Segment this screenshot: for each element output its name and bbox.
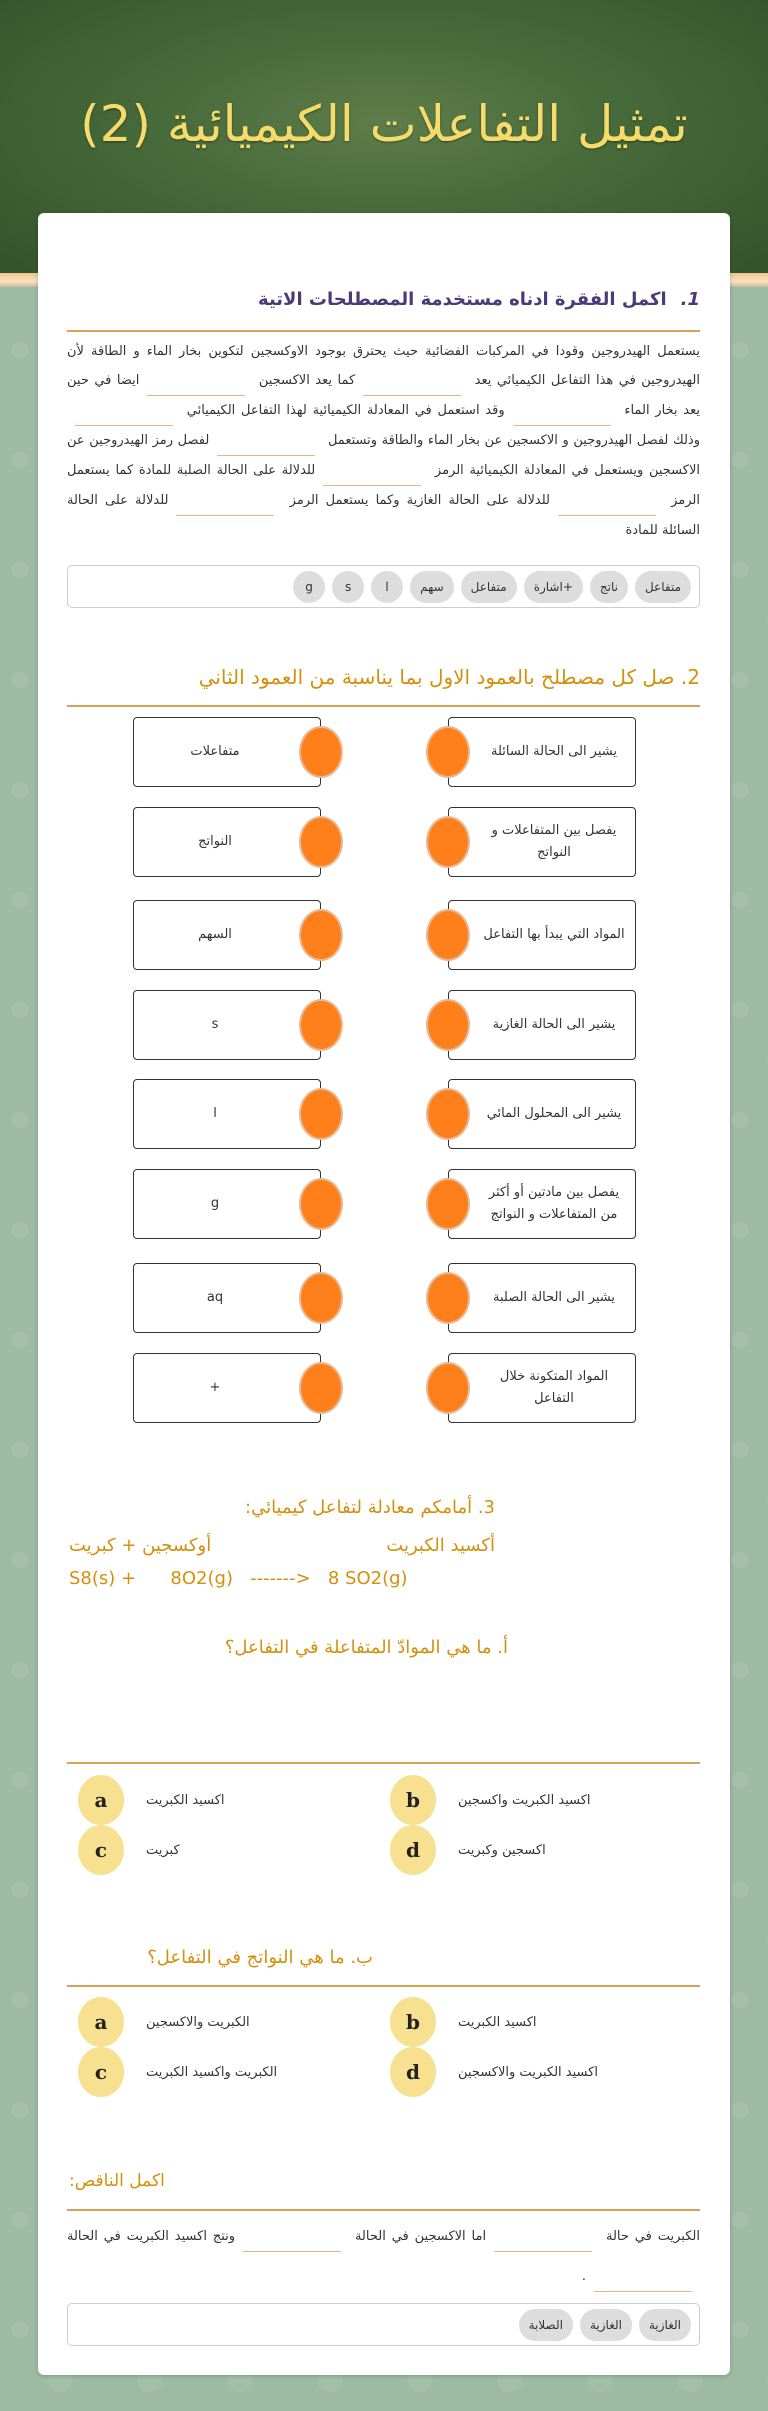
paragraph-text: الكبريت في حالة [605, 2229, 700, 2244]
paragraph-text: . [581, 2269, 586, 2284]
match-left-item[interactable]: + [133, 1353, 321, 1423]
connector-dot[interactable] [426, 816, 470, 868]
connector-dot[interactable] [426, 1178, 470, 1230]
match-left-item[interactable]: aq [133, 1263, 321, 1333]
chemical-equation: S8(s) + 8O2(g) -------> 8 SO2(g) [69, 1568, 408, 1589]
blank-drop-zone[interactable] [147, 378, 245, 396]
q4-heading: اكمل الناقص: [69, 2171, 165, 2191]
option-letter-badge: c [78, 2047, 124, 2097]
blank-drop-zone[interactable] [494, 2234, 592, 2252]
answer-option[interactable] [78, 2049, 277, 2095]
match-left-item[interactable]: s [133, 990, 321, 1060]
blank-drop-zone[interactable] [75, 408, 173, 426]
paragraph-text: للدلالة على الحالة السائلة للمادة [67, 493, 700, 538]
paragraph-text: للدلالة على الحالة الغازية وكما يستعمل الرمز [289, 493, 550, 508]
option-text: اكسجين وكبريت [458, 1842, 546, 1858]
match-right-item[interactable]: المواد المتكونة خلال التفاعل [448, 1353, 636, 1423]
q2-heading: 2. صل كل مصطلح بالعمود الاول بما يناسبة من العمود الثاني [198, 665, 700, 689]
option-text: اكسيد الكبريت [146, 1792, 225, 1808]
connector-dot[interactable] [299, 1362, 343, 1414]
match-right-item[interactable]: يشير الى المحلول المائي [448, 1079, 636, 1149]
answer-option[interactable] [78, 1999, 250, 2045]
blank-drop-zone[interactable] [176, 498, 274, 516]
answer-option[interactable] [390, 2049, 598, 2095]
blank-drop-zone[interactable] [558, 498, 656, 516]
match-right-item[interactable]: يفصل بين المتفاعلات و النواتج [448, 807, 636, 877]
match-right-item[interactable]: يشير الى الحالة السائلة [448, 717, 636, 787]
blank-drop-zone[interactable] [594, 2274, 692, 2292]
paragraph-text: وذلك لفصل الهيدروجين و الاكسجين عن بخار الماء والطاقة وتستعمل [327, 433, 701, 448]
option-letter-badge: b [390, 1775, 436, 1825]
divider [67, 1762, 700, 1764]
connector-dot[interactable] [426, 1088, 470, 1140]
connector-dot[interactable] [299, 1178, 343, 1230]
blank-drop-zone[interactable] [217, 438, 315, 456]
match-right-item[interactable]: يشير الى الحالة الصلبة [448, 1263, 636, 1333]
q3a-prompt: أ. ما هي الموادّ المتفاعلة في التفاعل؟ [224, 1637, 508, 1658]
q1-number: 1. [680, 289, 700, 310]
answer-option[interactable] [390, 1777, 591, 1823]
divider [67, 2209, 700, 2211]
q1-heading [258, 289, 700, 310]
blank-drop-zone[interactable] [513, 408, 611, 426]
option-text: الكبريت واكسيد الكبريت [146, 2064, 278, 2080]
q3b-prompt: ب. ما هي النواتج في التفاعل؟ [147, 1947, 373, 1968]
match-right-item[interactable]: المواد التي يبدأ بها التفاعل [448, 900, 636, 970]
answer-option[interactable] [78, 1827, 180, 1873]
match-left-item[interactable]: l [133, 1079, 321, 1149]
connector-dot[interactable] [299, 726, 343, 778]
option-letter-badge: d [390, 2047, 436, 2097]
q4-word-bank [67, 2303, 700, 2346]
option-text: كبريت [146, 1842, 180, 1858]
option-letter-badge: b [390, 1997, 436, 2047]
divider [67, 330, 700, 332]
option-letter-badge: a [78, 1997, 124, 2047]
connector-dot[interactable] [426, 726, 470, 778]
answer-option[interactable] [78, 1777, 225, 1823]
blank-drop-zone[interactable] [323, 468, 421, 486]
word-chip[interactable]: الصلابة [519, 2309, 573, 2341]
blank-drop-zone[interactable] [363, 378, 461, 396]
match-right-item[interactable]: يفصل بين مادتين أو أكثر من المتفاعلات و النواتج [448, 1169, 636, 1239]
word-equation-reactants: أوكسجين + كبريت [69, 1535, 212, 1556]
divider [67, 705, 700, 707]
match-right-item[interactable]: يشير الى الحالة الغازية [448, 990, 636, 1060]
match-left-item[interactable]: متفاعلات [133, 717, 321, 787]
option-letter-badge: c [78, 1825, 124, 1875]
match-left-item[interactable]: g [133, 1169, 321, 1239]
q1-word-bank [67, 565, 700, 608]
connector-dot[interactable] [299, 999, 343, 1051]
word-chip[interactable]: +اشارة [524, 571, 583, 603]
q1-paragraph [67, 337, 700, 545]
word-chip[interactable]: متفاعل [461, 571, 517, 603]
word-chip[interactable]: سهم [410, 571, 454, 603]
answer-option[interactable] [390, 1999, 537, 2045]
connector-dot[interactable] [426, 1362, 470, 1414]
word-chip[interactable]: s [332, 571, 364, 603]
word-chip[interactable]: الغازية [580, 2309, 632, 2341]
worksheet-card [38, 213, 730, 2375]
paragraph-text: ونتج اكسيد الكبريت في الحالة [67, 2229, 236, 2244]
option-text: اكسيد الكبريت [458, 2014, 537, 2030]
option-letter-badge: a [78, 1775, 124, 1825]
paragraph-text: وقد استعمل في المعادلة الكيميائية لهذا التفاعل الكيميائي [186, 403, 505, 418]
paragraph-text: للدلالة على الحالة الصلبة للمادة كما يستعمل الرمز [67, 463, 701, 508]
paragraph-text: ايضا في حين يعد بخار الماء [67, 373, 701, 418]
connector-dot[interactable] [426, 999, 470, 1051]
word-chip[interactable]: متفاعل [635, 571, 691, 603]
paragraph-text: يستعمل الهيدروجين وقودا في المركبات الفضائية حيث يحترق بوجود الاوكسجين لتكوين بخار الماء و الطاقة لأن الهيدروجين في هذا التفاعل الكيميائي يعد [67, 344, 700, 388]
q1-heading-text: اكمل الفقرة ادناه مستخدمة المصطلحات الاتية [258, 289, 667, 310]
match-left-item[interactable]: السهم [133, 900, 321, 970]
paragraph-text: لفصل رمز الهيدروجين عن الاكسجين ويستعمل في المعادلة الكيميائية الرمز [67, 433, 700, 478]
blank-drop-zone[interactable] [243, 2234, 341, 2252]
option-text: اكسيد الكبريت واكسجين [458, 1792, 591, 1808]
connector-dot[interactable] [299, 909, 343, 961]
paragraph-text: اما الاكسجين في الحالة [354, 2229, 487, 2244]
connector-dot[interactable] [426, 909, 470, 961]
option-text: اكسيد الكبريت والاكسجين [458, 2064, 598, 2080]
page-title: تمثيل التفاعلات الكيميائية (2) [80, 95, 688, 153]
option-text: الكبريت والاكسجين [146, 2014, 250, 2030]
match-left-item[interactable]: النواتج [133, 807, 321, 877]
word-equation-products: أكسيد الكبريت [386, 1535, 495, 1556]
word-chip[interactable]: ناتج [590, 571, 628, 603]
paragraph-text: كما يعد الاكسجين [258, 373, 356, 388]
answer-option[interactable] [390, 1827, 546, 1873]
connector-dot[interactable] [299, 1272, 343, 1324]
word-chip[interactable]: الغازية [639, 2309, 691, 2341]
divider [67, 1985, 700, 1987]
word-chip[interactable]: g [293, 571, 325, 603]
connector-dot[interactable] [426, 1272, 470, 1324]
option-letter-badge: d [390, 1825, 436, 1875]
q4-paragraph [67, 2217, 700, 2297]
connector-dot[interactable] [299, 1088, 343, 1140]
connector-dot[interactable] [299, 816, 343, 868]
q3-intro: 3. أمامكم معادلة لتفاعل كيميائي: [245, 1497, 495, 1518]
word-chip[interactable]: l [371, 571, 403, 603]
